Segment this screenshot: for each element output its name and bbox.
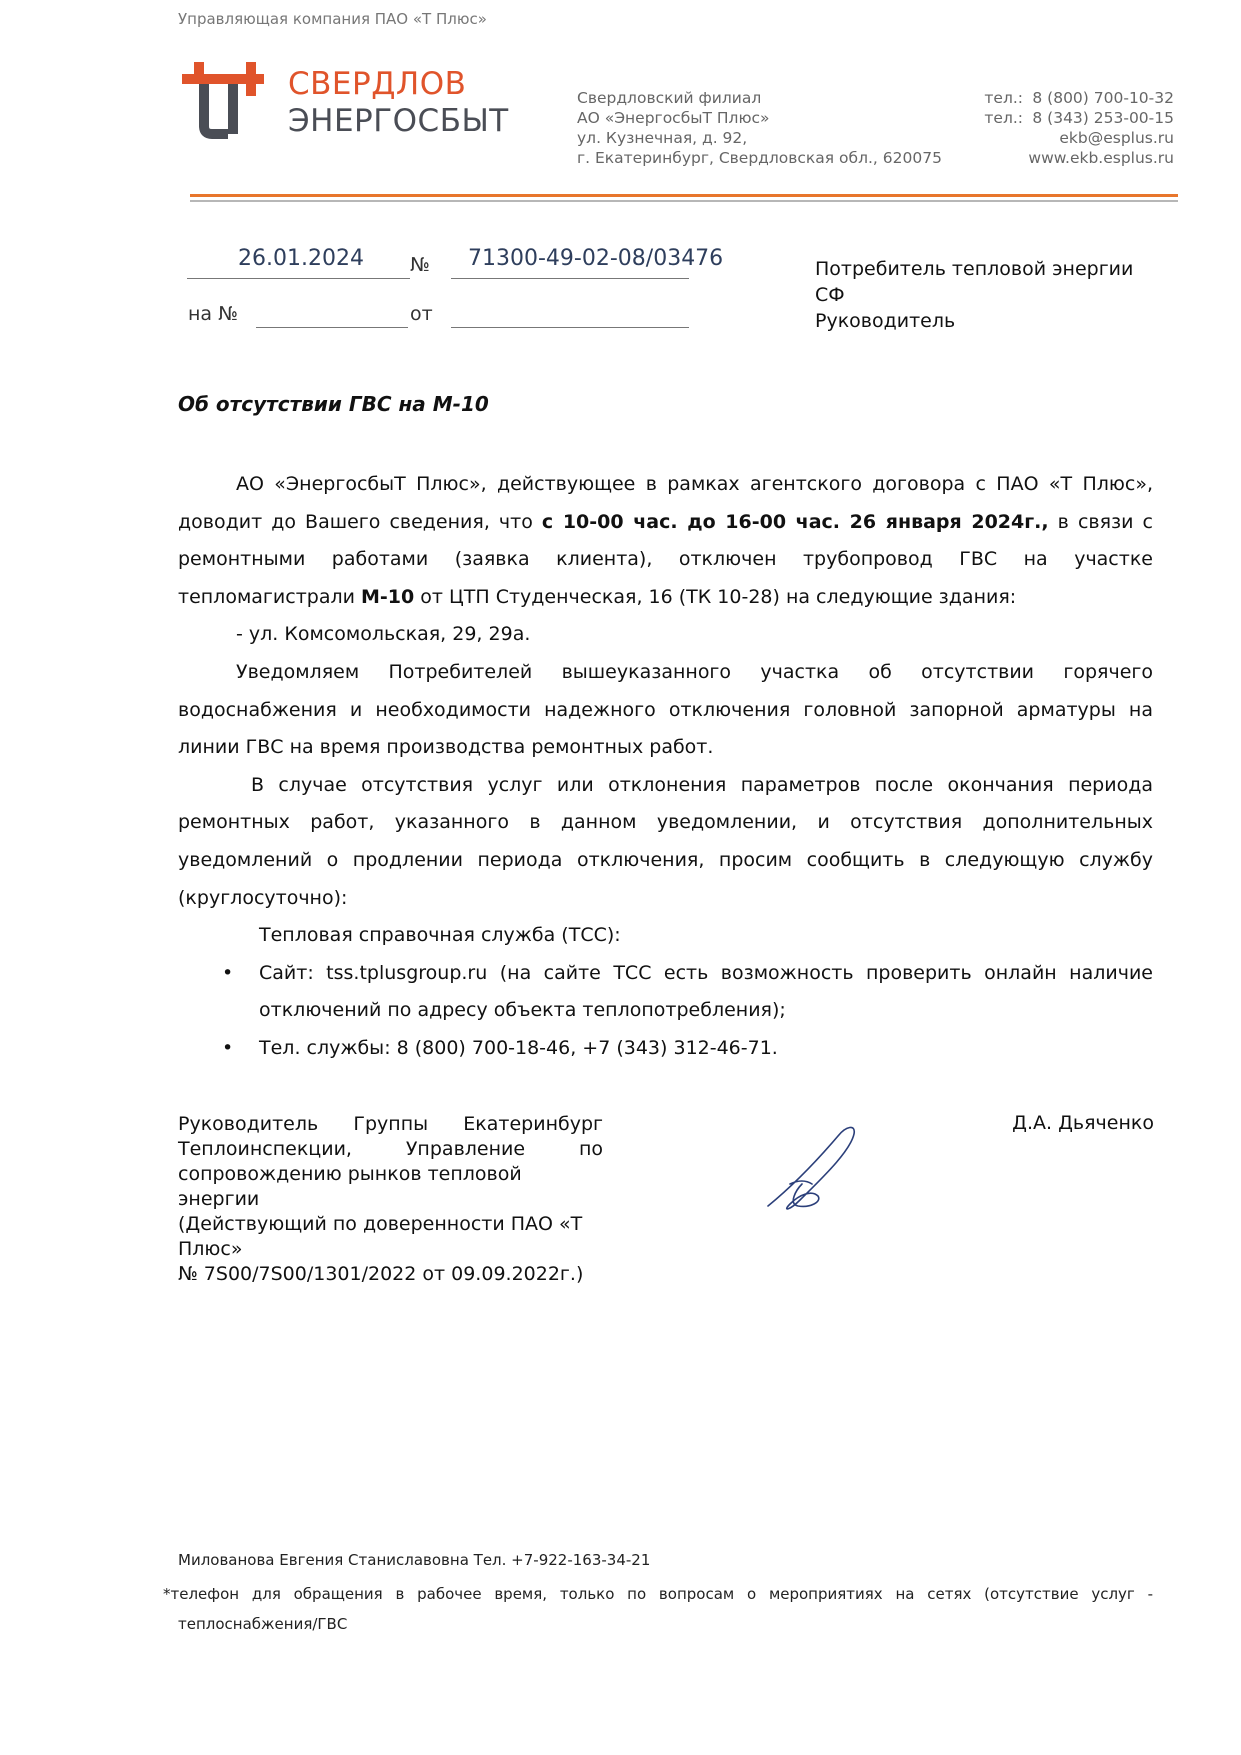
logo-text-line2: ЭНЕРГОСБЫТ [288, 103, 509, 139]
header-rule-orange [190, 194, 1178, 197]
phone-2: 8 (343) 253-00-15 [1032, 109, 1174, 127]
branch-line: г. Екатеринбург, Свердловская обл., 620075 [577, 149, 942, 167]
date-underline [187, 278, 410, 279]
signatory-position [178, 1112, 603, 1287]
footer-note [163, 1579, 1153, 1639]
paragraph-3: В случае отсутствия услуг или отклонения параметров после окончания периода ремонтных работ, указанного в данном уведомлении, и отсутствия дополнительных уведомлений о продлении периода отключения, просим сообщить в следующую службу (круглосуточно): [178, 773, 1153, 909]
branch-line: АО «ЭнергосбыТ Плюс» [577, 109, 770, 127]
recipient-line: Руководитель [815, 310, 956, 332]
recipient-line: Потребитель тепловой энергии [815, 258, 1134, 280]
list-item [178, 1030, 1153, 1068]
website: www.ekb.esplus.ru [1028, 149, 1174, 167]
list-item-text: Тел. службы: 8 (800) 700-18-46, +7 (343) 312-46-71. [259, 1036, 778, 1059]
branch-line: Свердловский филиал [577, 89, 762, 107]
number-label: № [410, 254, 430, 276]
phone-label: тел.: [984, 89, 1023, 107]
from-underline [451, 327, 689, 328]
executor-info: Милованова Евгения Станиславовна Тел. +7-922-163-34-21 [178, 1551, 651, 1569]
list-item [178, 955, 1153, 1030]
phone-1: 8 (800) 700-10-32 [1032, 89, 1174, 107]
position-line: № 7S00/7S00/1301/2022 от 09.09.2022г.) [178, 1263, 584, 1285]
header-rule-gray [190, 200, 1178, 202]
ref-underline [256, 327, 408, 328]
service-name: Тепловая справочная служба (ТСС): [259, 924, 621, 947]
t-plus-logo-icon [180, 60, 280, 140]
paragraph-1 [178, 466, 1153, 616]
list-item-text: Сайт: tss.tplusgroup.ru (на сайте ТСС есть возможность проверить онлайн наличие отключений по адресу объекта теплопотребления); [259, 961, 1153, 1022]
paragraph-text: АО «ЭнергосбыТ Плюс», действующее в рамках агентского договора с ПАО «Т Плюс», доводит до Вашего сведения, что [178, 473, 1153, 533]
company-logo [180, 60, 509, 140]
branch-line: ул. Кузнечная, д. 92, [577, 129, 748, 147]
letter-subject: Об отсутствии ГВС на М-10 [178, 392, 489, 416]
pipeline-name: М-10 [361, 585, 415, 608]
outage-period: с 10-00 час. до 16-00 час. 26 января 2024г., [541, 510, 1049, 533]
position-line: Теплоинспекции, Управление по [178, 1138, 603, 1160]
position-line: Руководитель Группы Екатеринбург [178, 1113, 603, 1135]
position-line: сопровождению рынков тепловой энергии [178, 1163, 522, 1210]
footer-note-line: теплоснабжения/ГВС [178, 1615, 348, 1633]
service-contacts-list [178, 955, 1153, 1068]
logo-text-line1: СВЕРДЛОВ [288, 66, 467, 102]
phone-label: тел.: [984, 109, 1023, 127]
paragraph-2: Уведомляем Потребителей вышеуказанного участка об отсутствии горячего водоснабжения и необходимости надежного отключения головной запорной арматуры на линии ГВС на время производства ремонтных работ. [178, 660, 1153, 759]
footer-note-line: *телефон для обращения в рабочее время, только по вопросам о мероприятиях на сетях (отсутствие услуг - [163, 1585, 1153, 1603]
paragraph-text: в связи с ремонтными работами (заявка клиента), отключен трубопровод ГВС на участке тепломагистрали [178, 510, 1153, 608]
number-underline [451, 278, 689, 279]
letter-date: 26.01.2024 [238, 246, 364, 271]
signatory-name: Д.А. Дьяченко [1012, 1112, 1154, 1134]
from-label: от [410, 303, 433, 325]
letter-number: 71300-49-02-08/03476 [468, 246, 724, 271]
management-company: Управляющая компания ПАО «Т Плюс» [178, 10, 487, 28]
ref-label: на № [188, 303, 238, 325]
handwritten-signature [760, 1118, 870, 1218]
recipient-block [815, 256, 1133, 334]
affected-address: - ул. Комсомольская, 29, 29а. [236, 623, 531, 646]
email: ekb@esplus.ru [1059, 129, 1174, 147]
contact-info [984, 88, 1174, 168]
letter-body [178, 466, 1153, 1068]
recipient-line: СФ [815, 284, 845, 306]
bullet-icon: • [222, 1036, 234, 1059]
branch-address [577, 88, 942, 168]
position-line: (Действующий по доверенности ПАО «Т Плюс» [178, 1213, 583, 1260]
bullet-icon: • [222, 961, 234, 984]
paragraph-text: от ЦТП Студенческая, 16 (ТК 10-28) на следующие здания: [414, 585, 1017, 608]
